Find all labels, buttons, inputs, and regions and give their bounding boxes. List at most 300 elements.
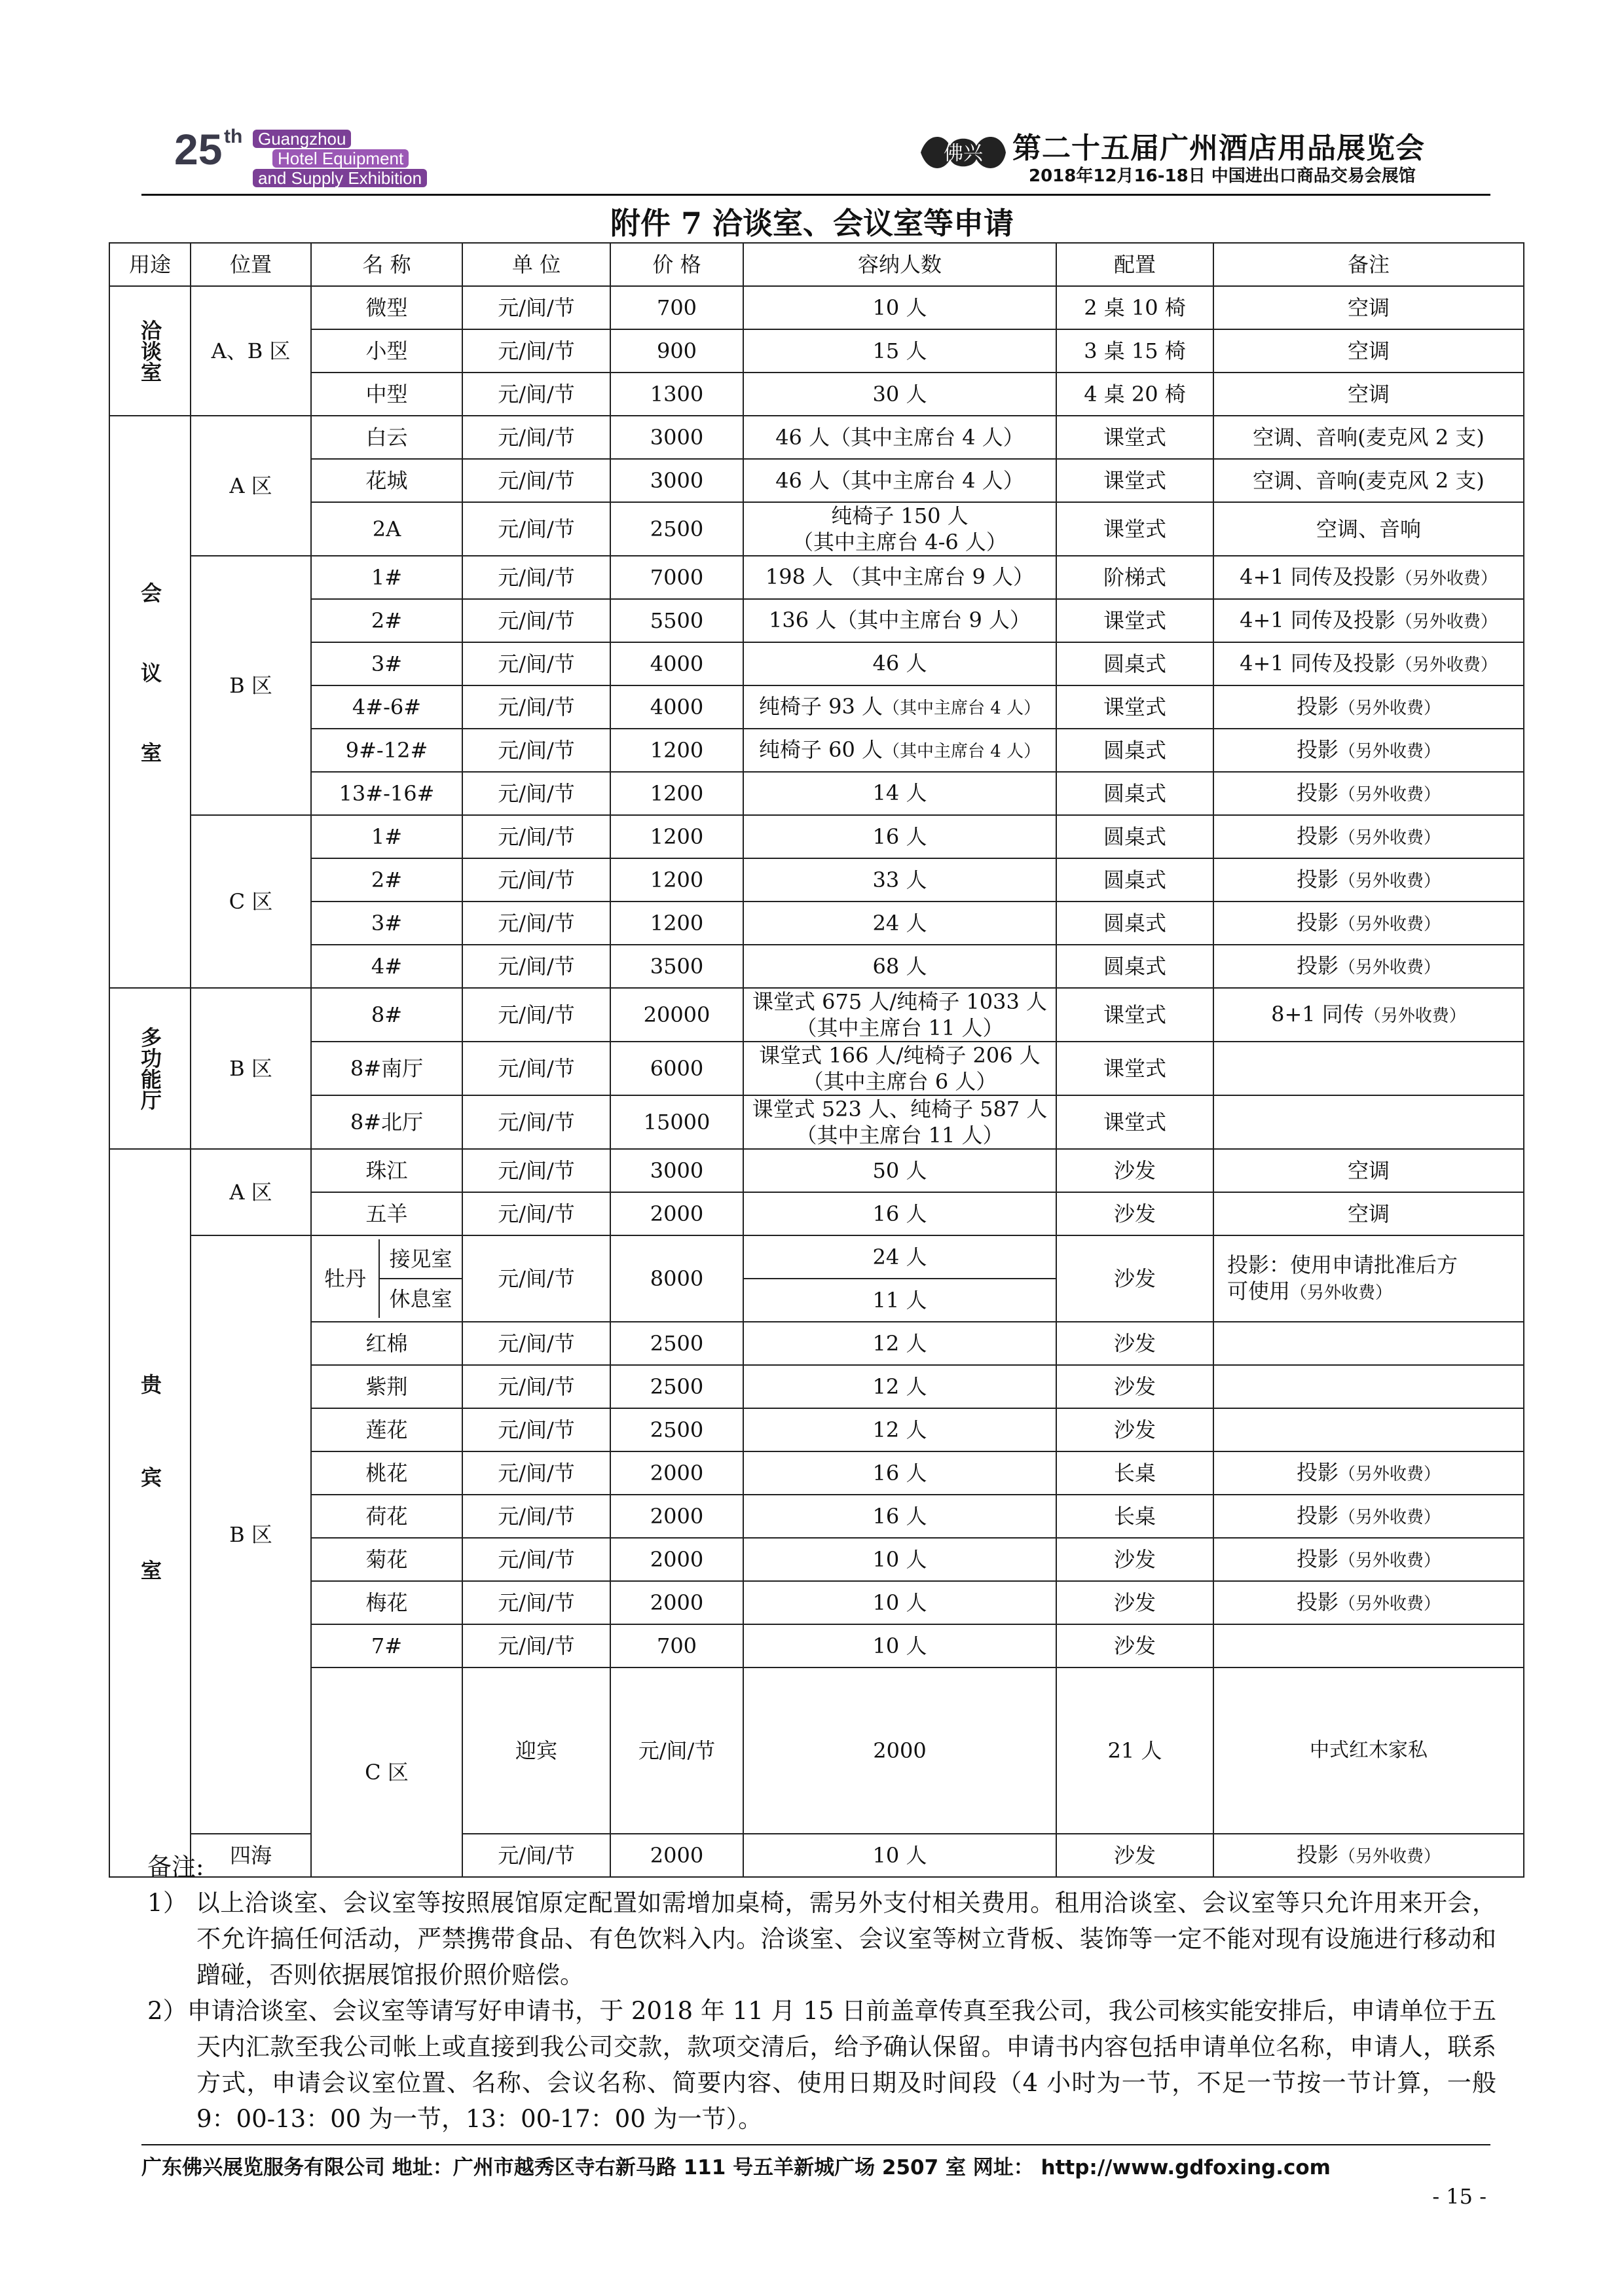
notes-heading: 备注: <box>147 1853 204 1881</box>
col-header: 名 称 <box>311 243 462 286</box>
config-cell: 课堂式 <box>1056 459 1213 502</box>
page-header <box>141 111 1490 196</box>
note-cell <box>1213 1495 1524 1538</box>
note-text: 投影 <box>1296 693 1338 719</box>
config-cell: 圆桌式 <box>1056 729 1213 772</box>
name-cell: 梅花 <box>311 1581 462 1624</box>
price-cell: 2000 <box>610 1495 743 1538</box>
config-cell: 长桌 <box>1056 1451 1213 1495</box>
note-cell <box>1213 685 1524 729</box>
unit-cell: 元/间/节 <box>462 988 610 1042</box>
capacity-cell: 15 人 <box>743 329 1056 373</box>
note-small: （另外收费） <box>1338 828 1441 848</box>
table-row <box>109 502 1524 556</box>
capacity-cell <box>743 1042 1056 1095</box>
name-cell: 荷花 <box>311 1495 462 1538</box>
note-cell <box>1213 1624 1524 1667</box>
capacity-line: （其中主席台 11 人） <box>796 1015 1004 1040</box>
foxing-emblem-icon <box>914 130 1012 175</box>
logo-band <box>253 130 508 189</box>
price-cell: 3500 <box>610 945 743 988</box>
capacity-line: 纯椅子 150 人 <box>831 503 969 528</box>
unit-cell: 元/间/节 <box>462 642 610 685</box>
logo-number: 25 <box>174 125 223 173</box>
capacity-text: 136 人（其中主席台 9 人） <box>769 607 1031 632</box>
note-small: （另外收费） <box>1363 1006 1466 1026</box>
price-cell: 5500 <box>610 599 743 642</box>
name-cell: 1# <box>311 556 462 599</box>
config-cell: 课堂式 <box>1056 1095 1213 1149</box>
table-row <box>109 1667 1524 1834</box>
note-cell <box>1213 1408 1524 1451</box>
table-row <box>109 416 1524 459</box>
capacity-cell: 12 人 <box>743 1322 1056 1365</box>
name-cell: 2A <box>311 502 462 556</box>
note-text: 投影 <box>1296 780 1338 805</box>
config-cell: 长桌 <box>1056 1495 1213 1538</box>
capacity-text: 纯椅子 93 人 <box>758 693 883 719</box>
capacity-cell: 16 人 <box>743 815 1056 858</box>
unit-cell: 元/间/节 <box>462 685 610 729</box>
name-cell: 3# <box>311 902 462 945</box>
config-cell: 沙发 <box>1056 1408 1213 1451</box>
note-cell: 空调 <box>1213 1192 1524 1235</box>
name-cell: 微型 <box>311 286 462 329</box>
unit-cell: 元/间/节 <box>462 1322 610 1365</box>
table-row <box>109 945 1524 988</box>
capacity-small: （其中主席台 4 人） <box>883 698 1041 718</box>
note-cell <box>1213 729 1524 772</box>
price-cell: 4000 <box>610 642 743 685</box>
unit-cell: 元/间/节 <box>462 815 610 858</box>
config-cell: 2 桌 10 椅 <box>1056 286 1213 329</box>
capacity-cell <box>743 642 1056 685</box>
note-text: 4+1 同传及投影 <box>1240 564 1395 589</box>
col-header: 容纳人数 <box>743 243 1056 286</box>
name-cell: 9#-12# <box>311 729 462 772</box>
note-cell <box>1213 815 1524 858</box>
table-row <box>109 1495 1524 1538</box>
config-cell: 课堂式 <box>1056 502 1213 556</box>
price-cell: 15000 <box>610 1095 743 1149</box>
note-cell <box>1213 772 1524 815</box>
note-text: 投影 <box>1296 823 1338 848</box>
config-cell: 3 桌 15 椅 <box>1056 329 1213 373</box>
footer-company-info: 广东佛兴展览服务有限公司 地址：广州市越秀区寺右新马路 111 号五羊新城广场 2507 室 网址： http://www.gdfoxing.com <box>141 2156 1331 2179</box>
note-line <box>1227 1278 1521 1306</box>
note-small: （另外收费） <box>1338 784 1441 805</box>
table-row <box>109 1365 1524 1408</box>
note-text: 8+1 同传 <box>1271 1001 1364 1027</box>
table-row <box>109 1624 1524 1667</box>
unit-cell: 元/间/节 <box>462 1581 610 1624</box>
mudan-sub1: 接见室 <box>379 1239 462 1279</box>
capacity-cell: 10 人 <box>743 1538 1056 1581</box>
location-cell: A 区 <box>191 416 311 556</box>
capacity-cell: 68 人 <box>743 945 1056 988</box>
note-text: 投影 <box>1296 1503 1338 1528</box>
table-row <box>109 329 1524 373</box>
note-text: 可使用 <box>1227 1278 1291 1303</box>
capacity-cell: 10 人 <box>743 1581 1056 1624</box>
note-cell <box>1213 599 1524 642</box>
note-cell <box>1213 642 1524 685</box>
mudan-subtable <box>312 1239 462 1318</box>
capacity-cell: 10 人 <box>743 1834 1056 1877</box>
col-header: 价 格 <box>610 243 743 286</box>
unit-cell: 元/间/节 <box>462 1365 610 1408</box>
capacity-cell: 11 人 <box>743 1279 1056 1322</box>
col-header: 用途 <box>109 243 191 286</box>
capacity-text: 198 人 （其中主席台 9 人） <box>765 564 1035 589</box>
unit-cell: 元/间/节 <box>462 416 610 459</box>
emblem-text: 佛兴 <box>944 142 983 165</box>
unit-cell: 元/间/节 <box>462 1624 610 1667</box>
name-cell: 珠江 <box>311 1149 462 1192</box>
capacity-cell: 10 人 <box>743 1624 1056 1667</box>
capacity-cell: 16 人 <box>743 1451 1056 1495</box>
purpose-negotiation-room: 洽谈室 <box>109 286 191 416</box>
name-cell: 迎宾 <box>462 1667 610 1834</box>
unit-cell: 元/间/节 <box>462 1495 610 1538</box>
name-cell: 4#-6# <box>311 685 462 729</box>
config-cell: 沙发 <box>1056 1834 1213 1877</box>
name-cell: 红棉 <box>311 1322 462 1365</box>
price-cell: 1200 <box>610 772 743 815</box>
col-header: 配置 <box>1056 243 1213 286</box>
unit-cell: 元/间/节 <box>462 772 610 815</box>
note-small: （另外收费） <box>1338 741 1441 761</box>
unit-cell: 元/间/节 <box>462 902 610 945</box>
name-cell: 4# <box>311 945 462 988</box>
table-row <box>109 1581 1524 1624</box>
capacity-cell: 30 人 <box>743 373 1056 416</box>
price-cell: 2000 <box>610 1834 743 1877</box>
note-text: 4+1 同传及投影 <box>1240 607 1395 632</box>
note-cell <box>1213 1538 1524 1581</box>
mudan-sub2: 休息室 <box>389 1286 452 1311</box>
name-cell: 中型 <box>311 373 462 416</box>
config-cell: 课堂式 <box>1056 1042 1213 1095</box>
config-cell: 沙发 <box>1056 1581 1213 1624</box>
col-header: 单 位 <box>462 243 610 286</box>
table-row <box>109 286 1524 329</box>
expo-subtitle: 2018年12月16-18日 中国进出口商品交易会展馆 <box>1029 166 1416 186</box>
name-cell: 白云 <box>311 416 462 459</box>
table-row <box>109 642 1524 685</box>
unit-cell: 元/间/节 <box>610 1667 743 1834</box>
table-row <box>109 1538 1524 1581</box>
capacity-small: （其中主席台 4 人） <box>883 741 1041 761</box>
table-row <box>109 373 1524 416</box>
mudan-name: 牡丹 <box>312 1239 379 1318</box>
table-row <box>109 1042 1524 1095</box>
config-cell: 沙发 <box>1056 1538 1213 1581</box>
note-cell: 空调 <box>1213 286 1524 329</box>
capacity-cell <box>743 556 1056 599</box>
table-row <box>109 1095 1524 1149</box>
col-header: 备注 <box>1213 243 1524 286</box>
price-cell: 2500 <box>610 1365 743 1408</box>
note-cell <box>1213 1235 1524 1322</box>
capacity-cell: 46 人（其中主席台 4 人） <box>743 416 1056 459</box>
name-cell: 3# <box>311 642 462 685</box>
price-cell: 700 <box>610 286 743 329</box>
price-cell: 1300 <box>610 373 743 416</box>
capacity-cell <box>743 502 1056 556</box>
note-small: （另外收费） <box>1338 1846 1441 1867</box>
location-cell: B 区 <box>191 988 311 1149</box>
location-cell: C 区 <box>191 815 311 988</box>
logo-line: Guangzhou <box>253 130 351 148</box>
name-cell: 小型 <box>311 329 462 373</box>
table-row <box>109 858 1524 902</box>
table-row <box>109 902 1524 945</box>
unit-cell: 元/间/节 <box>462 1834 610 1877</box>
capacity-text: 14 人 <box>872 780 927 805</box>
config-cell: 圆桌式 <box>1056 858 1213 902</box>
note-cell: 空调、音响(麦克风 2 支) <box>1213 416 1524 459</box>
capacity-line: 课堂式 675 人/纯椅子 1033 人 <box>752 989 1047 1014</box>
unit-cell: 元/间/节 <box>462 1149 610 1192</box>
config-cell: 沙发 <box>1056 1149 1213 1192</box>
unit-cell: 元/间/节 <box>462 1235 610 1322</box>
unit-cell: 元/间/节 <box>462 373 610 416</box>
capacity-text: 纯椅子 60 人 <box>758 737 883 762</box>
name-cell: 8#南厅 <box>311 1042 462 1095</box>
note-cell: 空调、音响(麦克风 2 支) <box>1213 459 1524 502</box>
note-text: 投影 <box>1296 1459 1338 1485</box>
note-cell <box>1213 1042 1524 1095</box>
price-cell: 2000 <box>610 1581 743 1624</box>
note-small: （另外收费） <box>1338 1464 1441 1484</box>
table-row <box>109 1322 1524 1365</box>
config-cell: 课堂式 <box>1056 988 1213 1042</box>
price-cell: 1200 <box>610 902 743 945</box>
price-cell: 20000 <box>610 988 743 1042</box>
note-small: （另外收费） <box>1338 957 1441 977</box>
capacity-cell: 16 人 <box>743 1495 1056 1538</box>
config-cell: 圆桌式 <box>1056 772 1213 815</box>
capacity-line: 课堂式 523 人、纯椅子 587 人 <box>752 1097 1048 1121</box>
price-cell: 7000 <box>610 556 743 599</box>
expo-title: 第二十五届广州酒店用品展览会 <box>1012 132 1425 165</box>
note-small: （另外收费） <box>1395 568 1498 589</box>
document-title: 附件 7 洽谈室、会议室等申请 <box>610 206 1014 241</box>
note-small: （另外收费） <box>1338 1507 1441 1527</box>
capacity-cell: 33 人 <box>743 858 1056 902</box>
table-row <box>109 1408 1524 1451</box>
capacity-cell <box>743 685 1056 729</box>
unit-cell: 元/间/节 <box>462 1042 610 1095</box>
capacity-cell: 24 人 <box>743 902 1056 945</box>
unit-cell: 元/间/节 <box>462 858 610 902</box>
table-row <box>109 729 1524 772</box>
price-cell: 2500 <box>610 1408 743 1451</box>
config-cell: 课堂式 <box>1056 416 1213 459</box>
config-cell: 圆桌式 <box>1056 902 1213 945</box>
name-cell: 花城 <box>311 459 462 502</box>
unit-cell: 元/间/节 <box>462 1095 610 1149</box>
capacity-cell: 46 人（其中主席台 4 人） <box>743 459 1056 502</box>
capacity-cell: 50 人 <box>743 1149 1056 1192</box>
price-cell: 3000 <box>610 1149 743 1192</box>
name-cell: 桃花 <box>311 1451 462 1495</box>
header-rule <box>141 194 1490 196</box>
note-cell <box>1213 1451 1524 1495</box>
capacity-cell: 24 人 <box>743 1235 1056 1279</box>
location-cell: A、B 区 <box>191 286 311 416</box>
table-row <box>109 459 1524 502</box>
note-text: 4+1 同传及投影 <box>1240 650 1395 676</box>
note-cell <box>1213 1322 1524 1365</box>
price-cell: 2000 <box>610 1451 743 1495</box>
note-item-1: 1） 以上洽谈室、会议室等按照展馆原定配置如需增加桌椅，需另外支付相关费用。租用洽谈室、会议室等只允许用来开会，不允许搞任何活动，严禁携带食品、有色饮料入内。洽谈室、会议室等树立背板、装饰等一定不能对现有设施进行移动和蹭碰，否则依据展馆报价照价赔偿。 <box>147 1889 1496 1989</box>
unit-cell: 元/间/节 <box>462 945 610 988</box>
note-small: （另外收费） <box>1338 1550 1441 1571</box>
note-text: 投影 <box>1296 866 1338 892</box>
table-row <box>109 556 1524 599</box>
table-header-row <box>109 243 1524 286</box>
capacity-cell <box>743 772 1056 815</box>
name-cell-mudan <box>311 1235 462 1322</box>
capacity-text: 46 人 <box>872 650 927 676</box>
note-text: 投影 <box>1296 1842 1338 1867</box>
table-row <box>109 1451 1524 1495</box>
config-cell: 课堂式 <box>1056 599 1213 642</box>
price-cell: 1200 <box>610 858 743 902</box>
price-cell: 1200 <box>610 729 743 772</box>
note-cell <box>1213 988 1524 1042</box>
note-text: 投影 <box>1296 1589 1338 1614</box>
note-text: 投影 <box>1296 953 1338 978</box>
name-cell: 8# <box>311 988 462 1042</box>
table-row <box>109 772 1524 815</box>
table-row <box>109 1149 1524 1192</box>
capacity-cell <box>743 599 1056 642</box>
unit-cell: 元/间/节 <box>462 1408 610 1451</box>
capacity-line: （其中主席台 11 人） <box>796 1123 1004 1148</box>
logo-line: Hotel Equipment <box>272 149 409 168</box>
note-small: （另外收费） <box>1290 1283 1393 1303</box>
unit-cell: 元/间/节 <box>462 1451 610 1495</box>
price-cell: 700 <box>610 1624 743 1667</box>
config-cell: 沙发 <box>1056 1624 1213 1667</box>
unit-cell: 元/间/节 <box>462 502 610 556</box>
name-cell: 莲花 <box>311 1408 462 1451</box>
unit-cell: 元/间/节 <box>462 599 610 642</box>
name-cell: 2# <box>311 599 462 642</box>
capacity-cell: 10 人 <box>743 286 1056 329</box>
location-cell: B 区 <box>191 556 311 815</box>
price-cell: 8000 <box>610 1235 743 1322</box>
note-cell <box>1213 945 1524 988</box>
note-text: 投影 <box>1296 737 1338 762</box>
unit-cell: 元/间/节 <box>462 1538 610 1581</box>
note-small: （另外收费） <box>1338 871 1441 891</box>
purpose-vip-room: 贵宾室 <box>109 1149 191 1877</box>
table-row <box>109 1192 1524 1235</box>
name-cell: 四海 <box>191 1834 311 1877</box>
unit-cell: 元/间/节 <box>462 286 610 329</box>
capacity-cell <box>743 988 1056 1042</box>
purpose-multifunction-hall: 多功能厅 <box>109 988 191 1149</box>
price-cell: 2500 <box>610 502 743 556</box>
logo-line: and Supply Exhibition <box>253 169 427 187</box>
config-cell: 圆桌式 <box>1056 815 1213 858</box>
name-cell: 8#北厅 <box>311 1095 462 1149</box>
price-cell: 2000 <box>610 1192 743 1235</box>
note-cell <box>1213 902 1524 945</box>
note-small: （另外收费） <box>1338 1594 1441 1614</box>
name-cell: 2# <box>311 858 462 902</box>
note-cell: 空调 <box>1213 1149 1524 1192</box>
name-cell: 13#-16# <box>311 772 462 815</box>
table-row <box>109 815 1524 858</box>
note-cell <box>1213 858 1524 902</box>
col-header: 位置 <box>191 243 311 286</box>
location-cell: B 区 <box>191 1235 311 1834</box>
config-cell: 圆桌式 <box>1056 945 1213 988</box>
name-cell: 7# <box>311 1624 462 1667</box>
unit-cell: 元/间/节 <box>462 556 610 599</box>
capacity-line: （其中主席台 6 人） <box>802 1069 997 1094</box>
unit-cell: 元/间/节 <box>462 1192 610 1235</box>
price-cell: 6000 <box>610 1042 743 1095</box>
note-text: 投影 <box>1296 909 1338 935</box>
price-cell: 2000 <box>610 1538 743 1581</box>
price-cell: 900 <box>610 329 743 373</box>
footer-rule <box>141 2144 1490 2145</box>
capacity-cell <box>743 729 1056 772</box>
price-cell: 2000 <box>743 1667 1056 1834</box>
table-row <box>109 988 1524 1042</box>
table-row <box>109 1235 1524 1279</box>
purpose-meeting-room: 会议室 <box>109 416 191 988</box>
expo-logo <box>174 118 489 190</box>
note-item-2: 2）申请洽谈室、会议室等请写好申请书，于 2018 年 11 月 15 日前盖章传真至我公司，我公司核实能安排后，申请单位于五天内汇款至我公司帐上或直接到我公司交款，款项交清后，给予确认保留。申请书内容包括申请单位名称，申请人，联系方式，申请会议室位置、名称、会议名称、简要内容、使用日期及时间段（4 小时为一节，不足一节按一节计算，一般 9：00-13：00 为一节，13：00-17：00 为一节）。 <box>147 1997 1496 2133</box>
location-cell: A 区 <box>191 1149 311 1235</box>
capacity-line: （其中主席台 4-6 人） <box>792 530 1007 555</box>
config-cell: 沙发 <box>1056 1365 1213 1408</box>
note-small: （另外收费） <box>1338 914 1441 934</box>
name-cell: 1# <box>311 815 462 858</box>
config-cell: 中式红木家私 <box>1213 1667 1524 1834</box>
capacity-cell <box>743 1095 1056 1149</box>
table-row <box>109 599 1524 642</box>
unit-cell: 元/间/节 <box>462 459 610 502</box>
logo-sup: th <box>224 126 243 147</box>
config-cell: 4 桌 20 椅 <box>1056 373 1213 416</box>
note-line: 投影：使用申请批准后方 <box>1227 1252 1458 1277</box>
config-cell: 阶梯式 <box>1056 556 1213 599</box>
room-application-table <box>109 242 1524 1878</box>
note-cell: 空调 <box>1213 373 1524 416</box>
capacity-cell: 21 人 <box>1056 1667 1213 1834</box>
note-small: （另外收费） <box>1395 611 1498 632</box>
capacity-cell: 12 人 <box>743 1408 1056 1451</box>
config-cell: 沙发 <box>1056 1235 1213 1322</box>
name-cell: 五羊 <box>311 1192 462 1235</box>
unit-cell: 元/间/节 <box>462 329 610 373</box>
capacity-cell: 16 人 <box>743 1192 1056 1235</box>
config-cell: 课堂式 <box>1056 685 1213 729</box>
name-cell: 菊花 <box>311 1538 462 1581</box>
table-row <box>109 685 1524 729</box>
config-cell: 沙发 <box>1056 1192 1213 1235</box>
note-small: （另外收费） <box>1395 655 1498 675</box>
price-cell: 4000 <box>610 685 743 729</box>
